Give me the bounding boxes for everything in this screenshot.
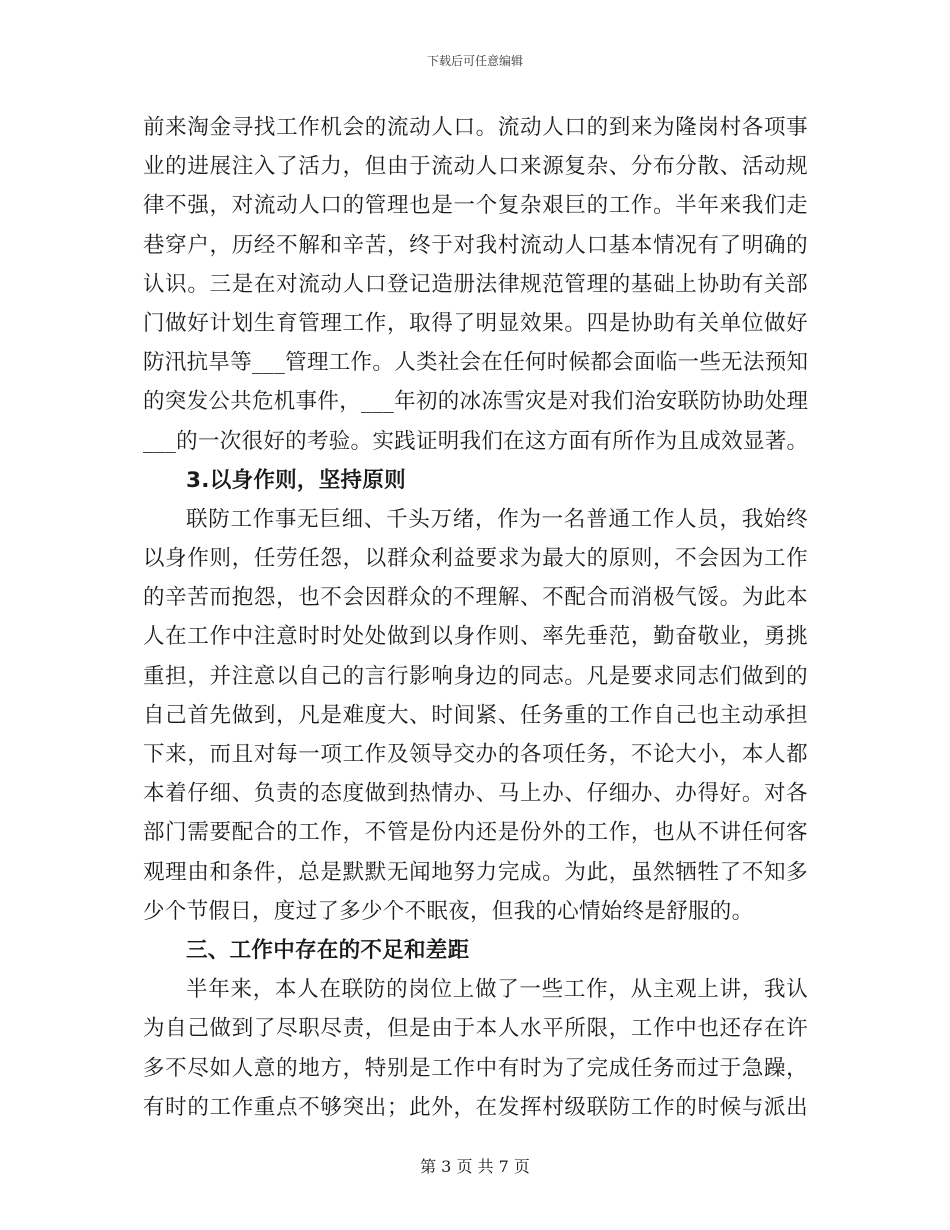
text-line: 本着仔细、负责的态度做到热情办、马上办、仔细办、办得好。对各	[143, 781, 808, 807]
text-line: 有时的工作重点不够突出；此外，在发挥村级联防工作的时候与派出	[143, 1094, 808, 1120]
text-line: 防汛抗旱等___管理工作。人类社会在任何时候都会面临一些无法预知	[143, 350, 809, 376]
text-line: 认识。三是在对流动人口登记造册法律规范管理的基础上协助有关部	[143, 271, 808, 297]
text-line: 的突发公共危机事件，___年初的冰冻雪灾是对我们治安联防协助处理	[143, 389, 809, 415]
text-line: 联防工作事无巨细、千头万绪，作为一名普通工作人员，我始终	[186, 506, 808, 532]
text-line: 业的进展注入了活力，但由于流动人口来源复杂、分布分散、活动规	[143, 154, 808, 180]
page-header: 下载后可任意编辑	[426, 54, 523, 68]
text-line: 巷穿户，历经不解和辛苦，终于对我村流动人口基本情况有了明确的	[143, 232, 808, 258]
text-line: 观理由和条件，总是默默无闻地努力完成。为此，虽然牺牲了不知多	[143, 859, 808, 885]
text-line: 律不强，对流动人口的管理也是一个复杂艰巨的工作。半年来我们走	[143, 193, 808, 219]
text-line: 人在工作中注意时时处处做到以身作则、率先垂范，勤奋敬业，勇挑	[143, 624, 808, 650]
paragraph	[143, 970, 808, 1127]
page-number: 第 3 页 共 7 页	[420, 1157, 530, 1176]
text-line: 以身作则，任劳任怨，以群众利益要求为最大的原则，不会因为工作	[143, 546, 808, 572]
section-heading: 三、工作中存在的不足和差距	[186, 937, 470, 963]
text-line: 半年来，本人在联防的岗位上做了一些工作，从主观上讲，我认	[186, 977, 808, 1003]
document-body	[143, 108, 808, 1127]
text-line: 为自己做到了尽职尽责，但是由于本人水平所限，工作中也还存在许	[143, 1016, 808, 1042]
paragraph	[143, 500, 808, 931]
text-line: 多不尽如人意的地方，特别是工作中有时为了完成任务而过于急躁，	[143, 1055, 808, 1081]
text-line: 重担，并注意以自己的言行影响身边的同志。凡是要求同志们做到的	[143, 663, 808, 689]
paragraph	[143, 108, 808, 461]
section-heading: 3.以身作则，坚持原则	[186, 467, 406, 493]
text-line: 门做好计划生育管理工作，取得了明显效果。四是协助有关单位做好	[143, 310, 808, 336]
text-line: 部门需要配合的工作，不管是份内还是份外的工作，也从不讲任何客	[143, 820, 808, 846]
text-line: 前来淘金寻找工作机会的流动人口。流动人口的到来为隆岗村各项事	[143, 115, 808, 140]
text-line: 少个节假日，度过了多少个不眠夜，但我的心情始终是舒服的。	[143, 898, 754, 924]
text-line: 下来，而且对每一项工作及领导交办的各项任务，不论大小，本人都	[143, 742, 808, 767]
text-line: 的辛苦而抱怨，也不会因群众的不理解、不配合而消极气馁。为此本	[143, 585, 808, 611]
text-line: 自己首先做到，凡是难度大、时间紧、任务重的工作自己也主动承担	[143, 702, 808, 728]
text-line: ___的一次很好的考验。实践证明我们在这方面有所作为且成效显著。	[143, 428, 809, 454]
